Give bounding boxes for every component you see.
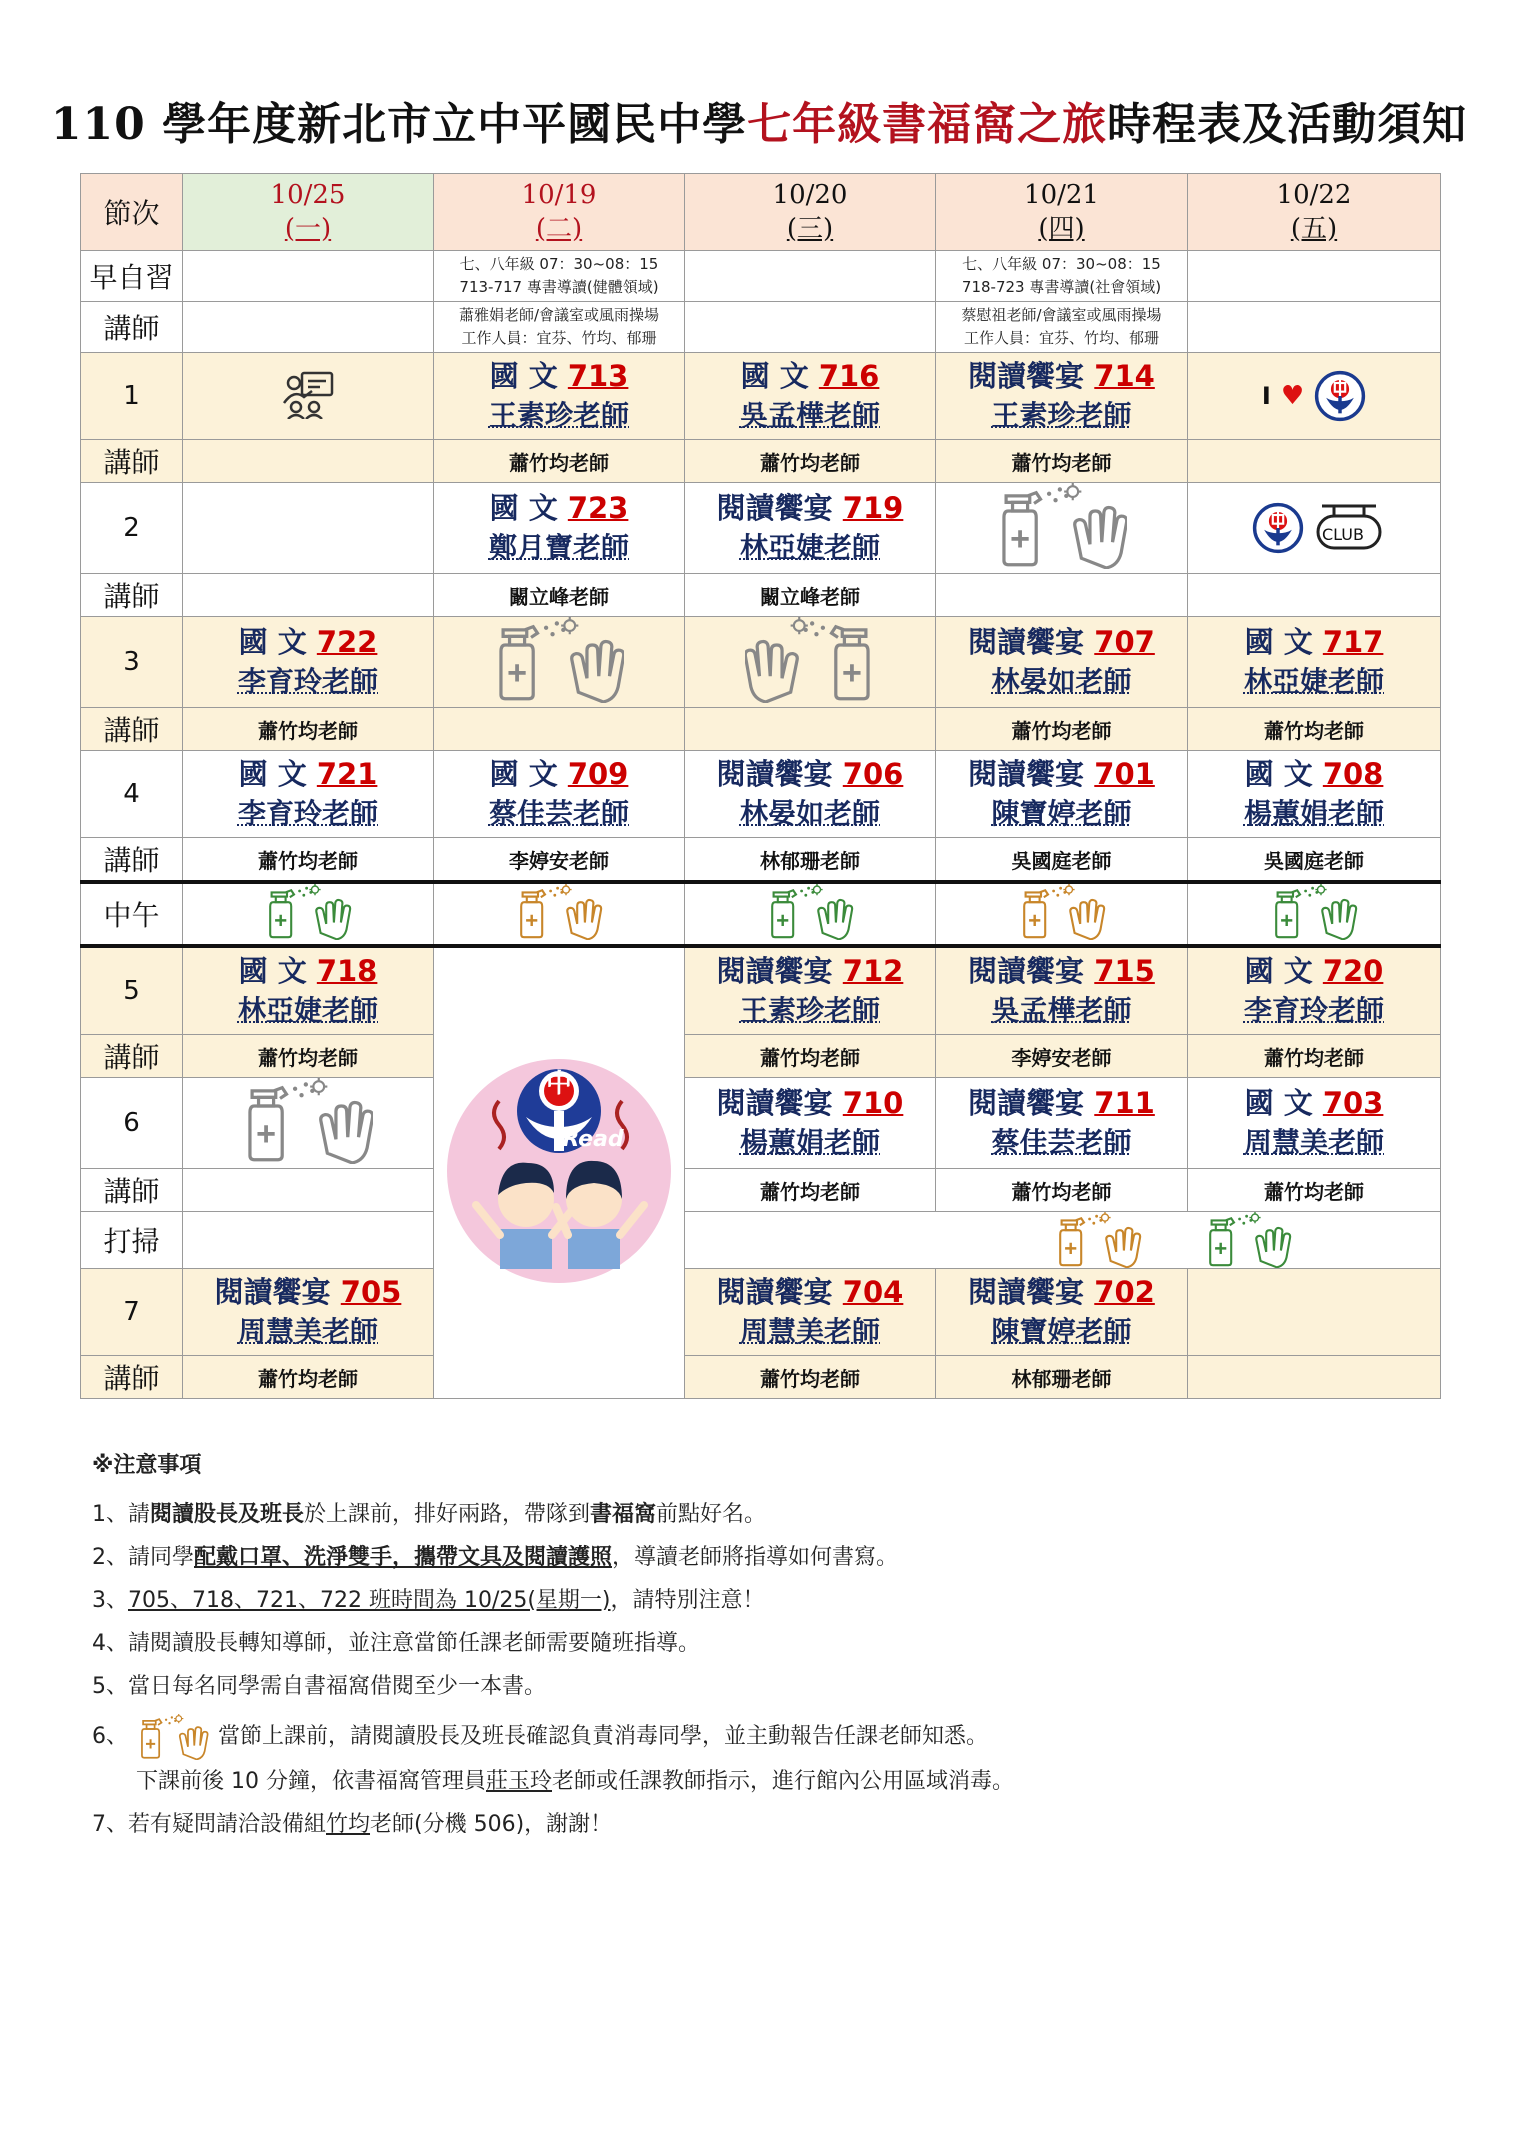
teacher-name: 鄭月寶老師 (488, 531, 629, 564)
empty-cell (434, 708, 685, 751)
period-5-lecturer-row (81, 1035, 1441, 1078)
empty-cell (183, 440, 434, 483)
teacher-name: 蔡佳芸老師 (991, 1126, 1132, 1159)
class-number: 711 (1094, 1086, 1155, 1120)
class-number: 704 (842, 1275, 904, 1309)
class-cell (1188, 617, 1441, 708)
class-number: 710 (842, 1086, 904, 1120)
lecturer-name: 蕭竹均老師 (183, 1035, 434, 1078)
noon-label: 中午 (81, 882, 183, 946)
weekday-label: (五) (1290, 214, 1338, 244)
disinfect-cell (936, 882, 1188, 946)
period-label: 1 (81, 353, 183, 440)
teacher-name: 林晏如老師 (991, 665, 1132, 698)
class-cell (685, 751, 936, 838)
subject-label: 閱讀饗宴 (716, 491, 833, 525)
note-line: 713-717 專書導讀(健體領域) (459, 278, 659, 296)
period-3-lecturer-row (81, 708, 1441, 751)
class-cell (936, 353, 1188, 440)
class-number: 721 (316, 757, 378, 791)
weekday-label: (二) (535, 214, 583, 244)
date-label: 10/22 (1276, 180, 1352, 210)
lecturer-name: 蕭竹均老師 (685, 1035, 936, 1078)
period-2-lecturer-row (81, 574, 1441, 617)
school-logo-icon (1252, 502, 1304, 554)
note-6: 6、 當節上課前，請閱讀股長及班長確認負責消毒同學，並主動報告任課老師知悉。 (92, 1714, 1432, 1760)
disinfect-spray-icon (509, 884, 609, 940)
class-number: 701 (1094, 757, 1155, 791)
header-row (81, 174, 1441, 251)
empty-cell (183, 1212, 434, 1269)
lecturer-name: 李婷安老師 (434, 838, 685, 883)
period-label: 7 (81, 1269, 183, 1356)
teacher-presentation-icon (280, 369, 336, 419)
class-cell (434, 483, 685, 574)
lecturer-label: 講師 (81, 302, 183, 353)
class-number: 716 (818, 359, 880, 393)
disinfect-spray-icon (128, 1714, 218, 1760)
class-number: 714 (1094, 359, 1155, 393)
empty-cell (1188, 1356, 1441, 1399)
class-cell (1188, 751, 1441, 838)
class-number: 706 (842, 757, 904, 791)
period-6-lecturer-row (81, 1169, 1441, 1212)
disinfect-cell (685, 882, 936, 946)
lecturer-name: 蕭竹均老師 (1188, 1169, 1441, 1212)
class-cell (434, 751, 685, 838)
class-number: 703 (1322, 1086, 1384, 1120)
class-cell (1188, 1078, 1441, 1169)
class-cell (685, 353, 936, 440)
subject-label: 閱讀饗宴 (716, 1086, 833, 1120)
period-7-row (81, 1269, 1441, 1356)
class-cell (936, 946, 1188, 1035)
period-label: 3 (81, 617, 183, 708)
date-label: 10/19 (521, 180, 597, 210)
empty-cell (183, 302, 434, 353)
disinfect-spray-icon (258, 884, 358, 940)
subject-label: 閱讀饗宴 (716, 954, 833, 988)
teacher-name: 王素珍老師 (991, 399, 1132, 432)
school-logo-icon (1314, 370, 1366, 422)
class-cell (936, 617, 1188, 708)
subject-label: 國 文 (238, 757, 307, 791)
disinfect-spray-icon (1012, 884, 1112, 940)
i-text: I (1261, 382, 1271, 410)
period-5-row (81, 946, 1441, 1035)
period-3-row (81, 617, 1441, 708)
lecturer-label: 講師 (81, 1035, 183, 1078)
class-number: 717 (1322, 625, 1384, 659)
teacher-name: 陳寶婷老師 (991, 797, 1132, 830)
class-cell (936, 751, 1188, 838)
note-3: 3、705、718、721、722 班時間為 10/25(星期一)，請特別注意！ (92, 1588, 765, 1613)
disinfect-cell (183, 882, 434, 946)
class-number: 708 (1322, 757, 1384, 791)
day-header-tue (434, 174, 685, 251)
school-club-cell (1188, 483, 1441, 574)
teacher-name: 林亞婕老師 (1243, 665, 1384, 698)
period-6-row (81, 1078, 1441, 1169)
teacher-name: 吳孟樺老師 (991, 994, 1132, 1027)
morning-thu (936, 251, 1188, 302)
empty-cell (1188, 251, 1441, 302)
lecturer-name: 蕭竹均老師 (936, 1169, 1188, 1212)
teacher-name: 周慧美老師 (237, 1315, 378, 1348)
note-6-cont: 下課前後 10 分鐘，依書福窩管理員莊玉玲老師或任課教師指示，進行館內公用區域消毒。 (136, 1769, 1015, 1794)
class-cell (183, 1269, 434, 1356)
period-7-lecturer-row (81, 1356, 1441, 1399)
teacher-name: 周慧美老師 (1243, 1126, 1384, 1159)
teacher-name: 陳寶婷老師 (991, 1315, 1132, 1348)
weekday-label: (三) (786, 214, 834, 244)
period-label: 6 (81, 1078, 183, 1169)
period-label: 5 (81, 946, 183, 1035)
class-cell (183, 946, 434, 1035)
subject-label: 國 文 (740, 359, 809, 393)
disinfect-cell (936, 483, 1188, 574)
lecturer-name: 吳國庭老師 (936, 838, 1188, 883)
cleaning-icons-cell (685, 1212, 1441, 1269)
title-part2: 時程表及活動須知 (1107, 99, 1468, 150)
period-label: 2 (81, 483, 183, 574)
note-line: 七、八年級 07：30~08：15 (962, 255, 1161, 273)
date-label: 10/20 (772, 180, 848, 210)
subject-label: 國 文 (238, 954, 307, 988)
class-number: 713 (567, 359, 629, 393)
teacher-name: 王素珍老師 (488, 399, 629, 432)
note-7: 7、若有疑問請洽設備組竹均老師(分機 506)，謝謝！ (92, 1812, 613, 1837)
class-number: 705 (340, 1275, 402, 1309)
empty-cell (1188, 1269, 1441, 1356)
class-cell (183, 751, 434, 838)
disinfect-spray-icon (494, 617, 624, 703)
title-part1: 110 學年度新北市立中平國民中學 (50, 99, 748, 150)
class-number: 718 (316, 954, 378, 988)
subject-label: 閱讀饗宴 (968, 757, 1085, 791)
subject-label: 國 文 (489, 757, 558, 791)
notes-section (92, 1448, 1432, 1846)
class-cell (685, 946, 936, 1035)
club-label: CLUB (1322, 524, 1364, 544)
teacher-name: 李育玲老師 (1243, 994, 1384, 1027)
period-1-row (81, 353, 1441, 440)
lecturer-name: 蕭竹均老師 (685, 440, 936, 483)
lecturer-label: 講師 (81, 574, 183, 617)
teacher-name: 李育玲老師 (237, 797, 378, 830)
lecturer-label: 講師 (81, 440, 183, 483)
subject-label: 國 文 (489, 491, 558, 525)
subject-label: 國 文 (1244, 625, 1313, 659)
disinfect-spray-icon (1264, 884, 1364, 940)
subject-label: 閱讀饗宴 (968, 1275, 1085, 1309)
i-love-school-cell (1188, 353, 1441, 440)
page-title (0, 88, 1518, 152)
lecturer-name: 蕭竹均老師 (685, 1169, 936, 1212)
subject-label: 閱讀饗宴 (968, 1086, 1085, 1120)
disinfect-cell (1188, 882, 1441, 946)
noon-row (81, 882, 1441, 946)
teacher-name: 楊蕙娟老師 (739, 1126, 880, 1159)
disinfect-spray-icon (243, 1078, 373, 1164)
teacher-name: 李育玲老師 (237, 665, 378, 698)
class-cell (183, 617, 434, 708)
day-header-thu (936, 174, 1188, 251)
disinfect-cell (685, 617, 936, 708)
lecturer-name: 蕭竹均老師 (183, 838, 434, 883)
period-label: 4 (81, 751, 183, 838)
empty-cell (685, 302, 936, 353)
read-logo-cell (434, 946, 685, 1399)
lecturer-name: 蕭竹均老師 (434, 440, 685, 483)
lecturer-name: 蕭竹均老師 (685, 1356, 936, 1399)
subject-label: 閱讀饗宴 (968, 359, 1085, 393)
class-cell (1188, 946, 1441, 1035)
class-number: 723 (567, 491, 629, 525)
morning-lecturer-row (81, 302, 1441, 353)
teacher-name: 楊蕙娟老師 (1243, 797, 1384, 830)
disinfect-spray-icon (997, 483, 1127, 569)
empty-cell (685, 251, 936, 302)
empty-cell (183, 483, 434, 574)
weekday-label: (一) (284, 214, 332, 244)
subject-label: 閱讀饗宴 (968, 625, 1085, 659)
period-header: 節次 (81, 174, 183, 251)
empty-cell (936, 574, 1188, 617)
class-number: 702 (1094, 1275, 1155, 1309)
empty-cell (183, 1169, 434, 1212)
disinfect-spray-icon (1193, 1212, 1303, 1268)
disinfect-cell (434, 882, 685, 946)
empty-cell (183, 251, 434, 302)
lecturer-name: 吳國庭老師 (1188, 838, 1441, 883)
class-cell (434, 353, 685, 440)
note-2: 2、請同學配戴口罩、洗淨雙手，攜帶文具及閱讀護照，導讀老師將指導如何書寫。 (92, 1545, 899, 1570)
period-2-row (81, 483, 1441, 574)
lecturer-name: 蕭竹均老師 (936, 708, 1188, 751)
note-line: 蕭雅娟老師/會議室或風雨操場 (458, 306, 660, 324)
class-number: 720 (1322, 954, 1384, 988)
teacher-name: 林亞婕老師 (739, 531, 880, 564)
note-5: 5、當日每名同學需自書福窩借閱至少一本書。 (92, 1674, 546, 1699)
morning-row (81, 251, 1441, 302)
weekday-label: (四) (1038, 214, 1085, 244)
note-line: 718-723 專書導讀(社會領域) (961, 278, 1162, 296)
lecturer-name: 蕭竹均老師 (936, 440, 1188, 483)
subject-label: 閱讀饗宴 (968, 954, 1085, 988)
date-label: 10/21 (1024, 180, 1099, 210)
empty-cell (1188, 302, 1441, 353)
morning-label: 早自習 (81, 251, 183, 302)
period-4-row (81, 751, 1441, 838)
class-cell (936, 1078, 1188, 1169)
subject-label: 國 文 (238, 625, 307, 659)
note-1: 1、請閱讀股長及班長於上課前，排好兩路，帶隊到書福窩前點好名。 (92, 1502, 767, 1527)
class-cell (936, 1269, 1188, 1356)
note-line: 工作人員：宜芬、竹均、郁珊 (963, 329, 1159, 347)
class-number: 707 (1094, 625, 1155, 659)
lecturer-name: 林郁珊老師 (685, 838, 936, 883)
day-header-mon (183, 174, 434, 251)
subject-label: 閱讀饗宴 (214, 1275, 331, 1309)
subject-label: 閱讀饗宴 (716, 1275, 833, 1309)
lecturer-name: 蕭竹均老師 (183, 1356, 434, 1399)
date-label: 10/25 (270, 180, 346, 210)
schedule-table (80, 173, 1441, 1399)
subject-label: 國 文 (1244, 1086, 1313, 1120)
lecturer-label: 講師 (81, 1169, 183, 1212)
class-number: 715 (1094, 954, 1155, 988)
class-number: 712 (842, 954, 904, 988)
teacher-name: 王素珍老師 (739, 994, 880, 1027)
lecturer-label: 講師 (81, 838, 183, 883)
cleaning-row (81, 1212, 1441, 1269)
day-header-fri (1188, 174, 1441, 251)
note-line: 七、八年級 07：30~08：15 (459, 255, 659, 273)
subject-label: 國 文 (1244, 954, 1313, 988)
class-cell (685, 1269, 936, 1356)
disinfect-cell (183, 1078, 434, 1169)
class-number: 722 (316, 625, 378, 659)
lecturer-tue (434, 302, 685, 353)
day-header-wed (685, 174, 936, 251)
disinfect-cell (434, 617, 685, 708)
lecturer-name: 蕭竹均老師 (1188, 1035, 1441, 1078)
empty-cell (685, 708, 936, 751)
note-line: 蔡慰祖老師/會議室或風雨操場 (961, 306, 1162, 324)
lecturer-name: 蕭竹均老師 (1188, 708, 1441, 751)
subject-label: 國 文 (1244, 757, 1313, 791)
class-cell (685, 1078, 936, 1169)
period-4-lecturer-row (81, 838, 1441, 883)
lecturer-name: 闞立峰老師 (434, 574, 685, 617)
subject-label: 國 文 (489, 359, 558, 393)
empty-cell (183, 574, 434, 617)
note-line: 工作人員：宜芬、竹均、郁珊 (461, 329, 657, 347)
period-1-lecturer-row (81, 440, 1441, 483)
lecturer-name: 蕭竹均老師 (183, 708, 434, 751)
title-highlight: 七年級書福窩之旅 (747, 99, 1108, 150)
subject-label: 閱讀饗宴 (716, 757, 833, 791)
teacher-name: 周慧美老師 (739, 1315, 880, 1348)
note-4: 4、請閱讀股長轉知導師，並注意當節任課老師需要隨班指導。 (92, 1631, 700, 1656)
lecturer-name: 闞立峰老師 (685, 574, 936, 617)
disinfect-spray-icon (745, 617, 875, 703)
class-number: 709 (567, 757, 629, 791)
empty-cell (1188, 440, 1441, 483)
empty-cell (1188, 574, 1441, 617)
disinfect-spray-icon (1043, 1212, 1153, 1268)
lecturer-label: 講師 (81, 1356, 183, 1399)
lecturer-name: 林郁珊老師 (936, 1356, 1188, 1399)
teacher-name: 林晏如老師 (739, 797, 880, 830)
teacher-name: 蔡佳芸老師 (488, 797, 629, 830)
class-cell (685, 483, 936, 574)
morning-tue (434, 251, 685, 302)
class-number: 719 (842, 491, 904, 525)
teacher-icon-cell (183, 353, 434, 440)
lecturer-thu (936, 302, 1188, 353)
teacher-name: 吳孟樺老師 (739, 399, 880, 432)
lecturer-label: 講師 (81, 708, 183, 751)
cleaning-label: 打掃 (81, 1212, 183, 1269)
notes-heading: ※注意事項 (92, 1453, 202, 1478)
disinfect-spray-icon (760, 884, 860, 940)
lecturer-name: 李婷安老師 (936, 1035, 1188, 1078)
heart-icon: ♥ (1280, 381, 1305, 411)
teacher-name: 林亞婕老師 (237, 994, 378, 1027)
